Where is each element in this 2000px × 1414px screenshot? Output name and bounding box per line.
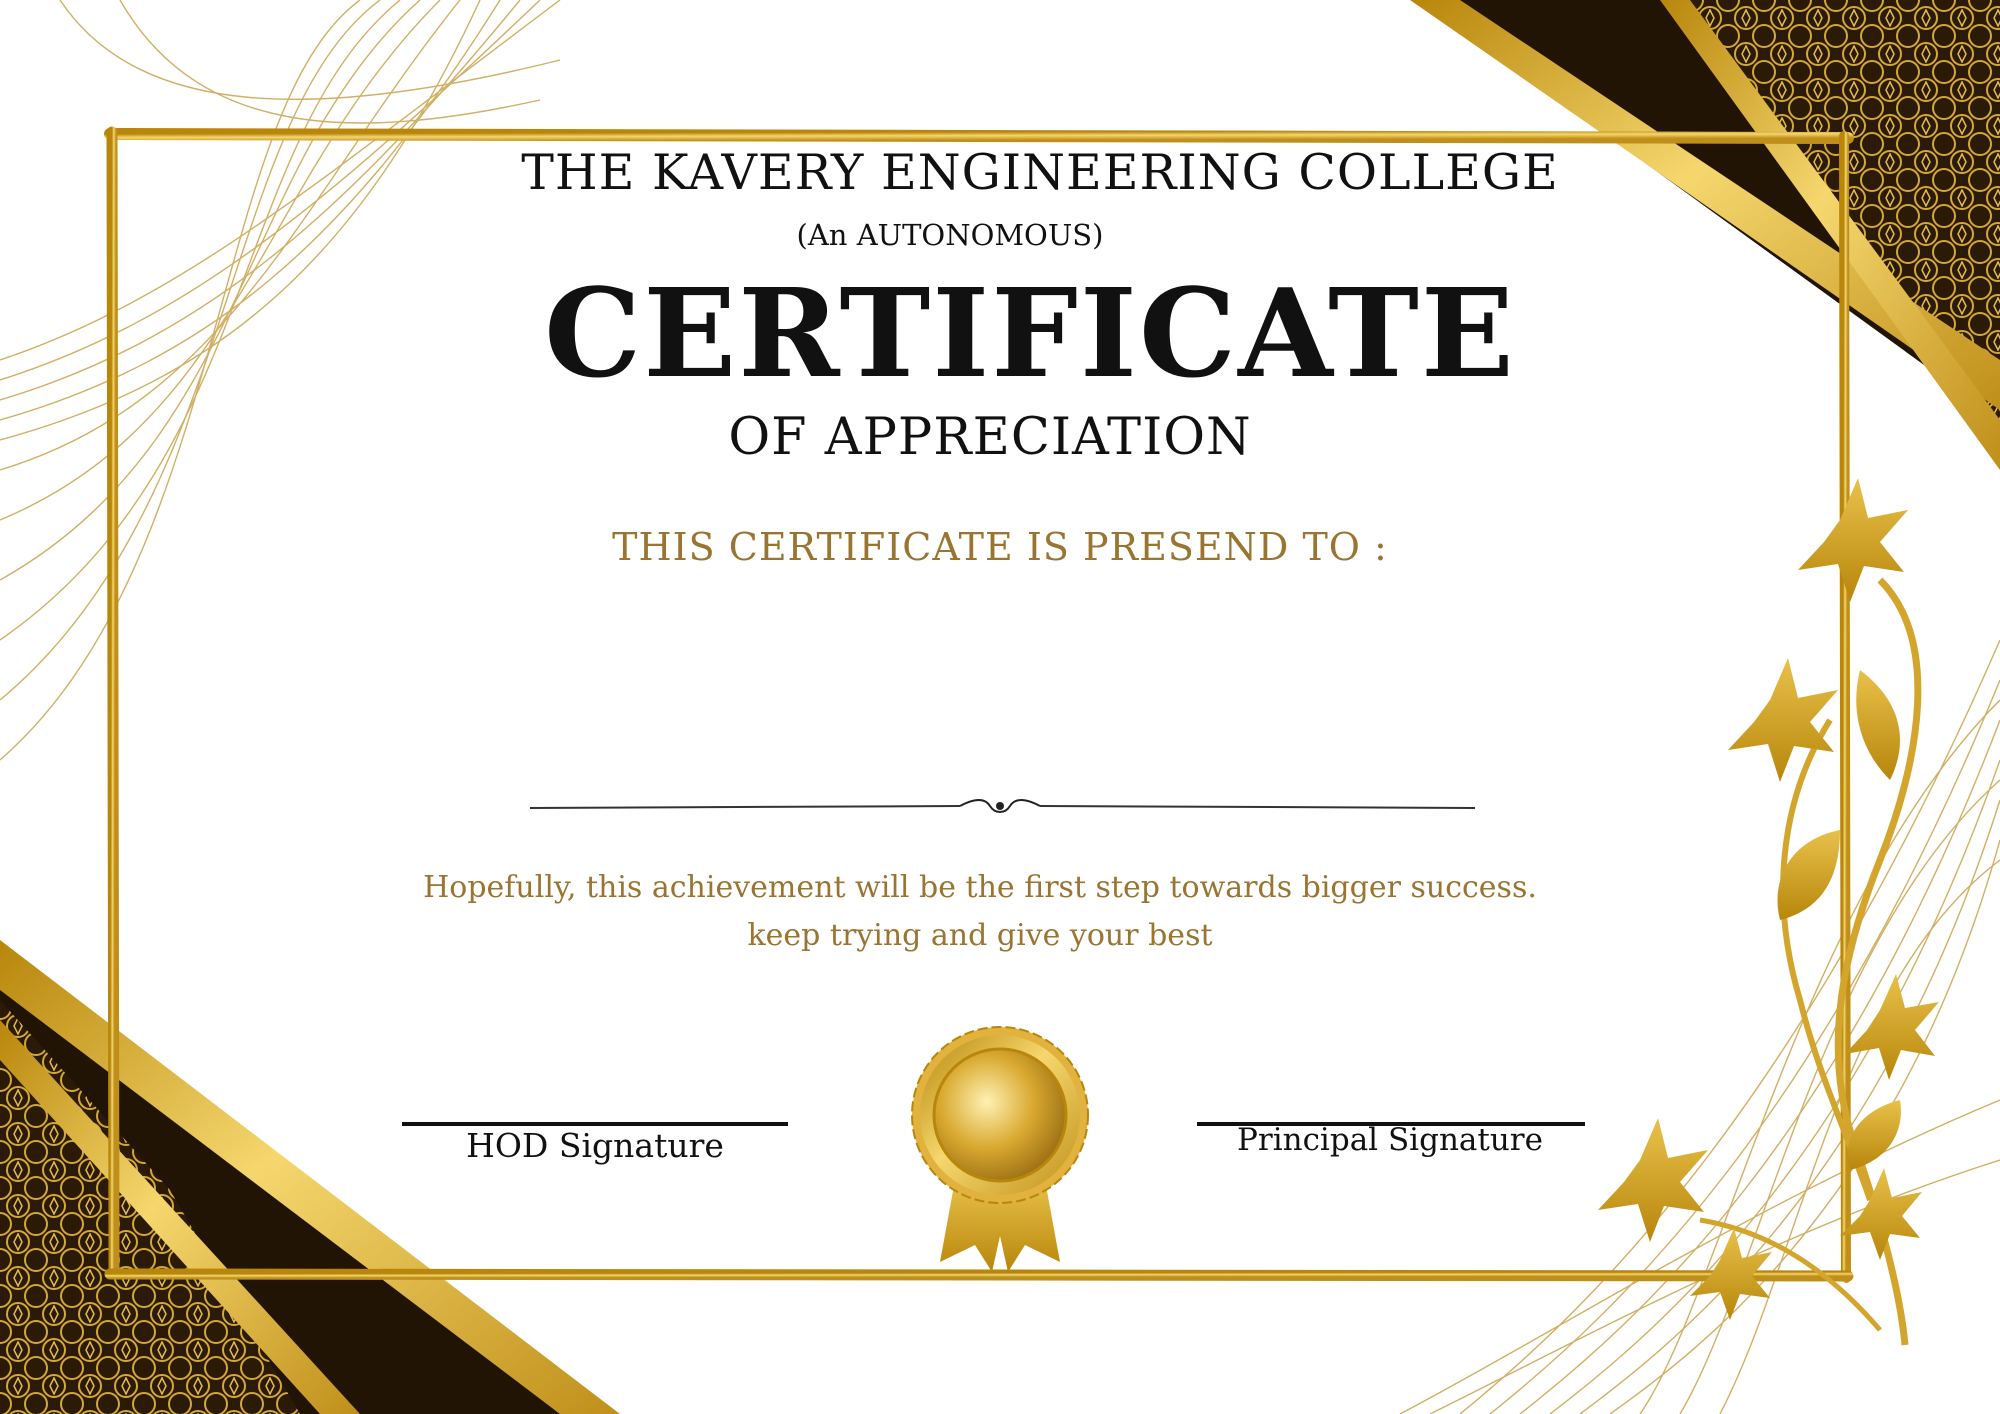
principal-signature-label: Principal Signature [1237,1122,1543,1158]
top-left-wave-lines [0,0,560,760]
institution-note: (An AUTONOMOUS) [796,218,1104,252]
certificate-subtitle: OF APPRECIATION [728,408,1252,467]
certificate-title: CERTIFICATE [544,261,1516,405]
message-line-2: keep trying and give your best [747,918,1213,953]
bottom-left-corner-ornament [0,940,620,1414]
presented-to-label: THIS CERTIFICATE IS PRESEND TO : [612,525,1388,569]
message-line-1: Hopefully, this achievement will be the first step towards bigger success. [423,870,1537,905]
hod-signature-label: HOD Signature [466,1126,724,1165]
gold-flower-vine-icon [1598,478,1939,1345]
institution-name: THE KAVERY ENGINEERING COLLEGE [521,144,1559,201]
ornament-divider-icon [530,800,1475,812]
award-seal-icon [912,1027,1088,1272]
